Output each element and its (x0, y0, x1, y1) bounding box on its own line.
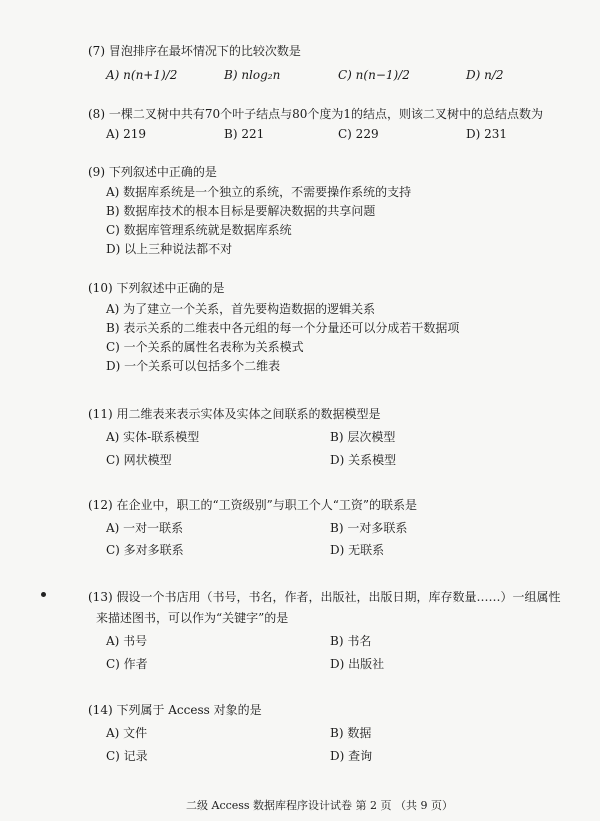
option-c: C) 一个关系的属性名表称为关系模式 (106, 340, 304, 354)
option-a: A) 实体-联系模型 (106, 430, 200, 444)
option-d: D) 231 (466, 127, 508, 141)
option-c: C) 网状模型 (106, 453, 172, 467)
option-b: B) 层次模型 (330, 430, 396, 444)
question-stem: (7) 冒泡排序在最坏情况下的比较次数是 (88, 44, 301, 58)
option-b: B) 数据 (330, 726, 372, 740)
option-d: D) 无联系 (330, 543, 385, 557)
option-c: C) 多对多联系 (106, 543, 184, 557)
question-stem: (12) 在企业中，职工的“工资级别”与职工个人“工资”的联系是 (88, 498, 417, 512)
option-b: B) 数据库技术的根本目标是要解决数据的共享问题 (106, 204, 376, 218)
question-stem: (11) 用二维表来表示实体及实体之间联系的数据模型是 (88, 407, 381, 421)
option-d: D) n/2 (466, 68, 504, 82)
page-footer: 二级 Access 数据库程序设计试卷 第 2 页 （共 9 页） (186, 799, 454, 812)
option-c: C) 229 (338, 127, 379, 141)
option-a: A) 为了建立一个关系，首先要构造数据的逻辑关系 (106, 302, 376, 316)
option-c: C) 记录 (106, 749, 148, 763)
option-b: B) 表示关系的二维表中各元组的每一个分量还可以分成若干数据项 (106, 321, 460, 335)
option-c: C) 数据库管理系统就是数据库系统 (106, 223, 292, 237)
question-stem: (9) 下列叙述中正确的是 (88, 165, 217, 179)
option-d: D) 关系模型 (330, 453, 397, 467)
option-d: D) 出版社 (330, 657, 385, 671)
option-a: A) 数据库系统是一个独立的系统，不需要操作系统的支持 (106, 185, 412, 199)
option-a: A) 书号 (106, 634, 148, 648)
option-a: A) 219 (106, 127, 147, 141)
option-a: A) 文件 (106, 726, 148, 740)
question-stem: (13) 假设一个书店用（书号，书名，作者，出版社，出版日期，库存数量……）一组属性 (88, 590, 561, 604)
question-stem: (10) 下列叙述中正确的是 (88, 281, 225, 295)
scan-speck (41, 592, 46, 597)
question-stem-continued: 来描述图书，可以作为“关键字”的是 (96, 611, 289, 625)
option-a: A) n(n+1)/2 (106, 68, 178, 82)
option-d: D) 以上三种说法都不对 (106, 242, 233, 256)
option-b: B) 221 (224, 127, 265, 141)
option-b: B) 书名 (330, 634, 372, 648)
question-stem: (14) 下列属于 Access 对象的是 (88, 703, 262, 717)
option-b: B) 一对多联系 (330, 521, 408, 535)
option-d: D) 一个关系可以包括多个二维表 (106, 359, 281, 373)
option-c: C) 作者 (106, 657, 148, 671)
option-b: B) nlog₂n (224, 68, 281, 82)
option-c: C) n(n−1)/2 (338, 68, 410, 82)
question-stem: (8) 一棵二叉树中共有70个叶子结点与80个度为1的结点，则该二叉树中的总结点数为 (88, 107, 543, 121)
option-d: D) 查询 (330, 749, 373, 763)
option-a: A) 一对一联系 (106, 521, 184, 535)
